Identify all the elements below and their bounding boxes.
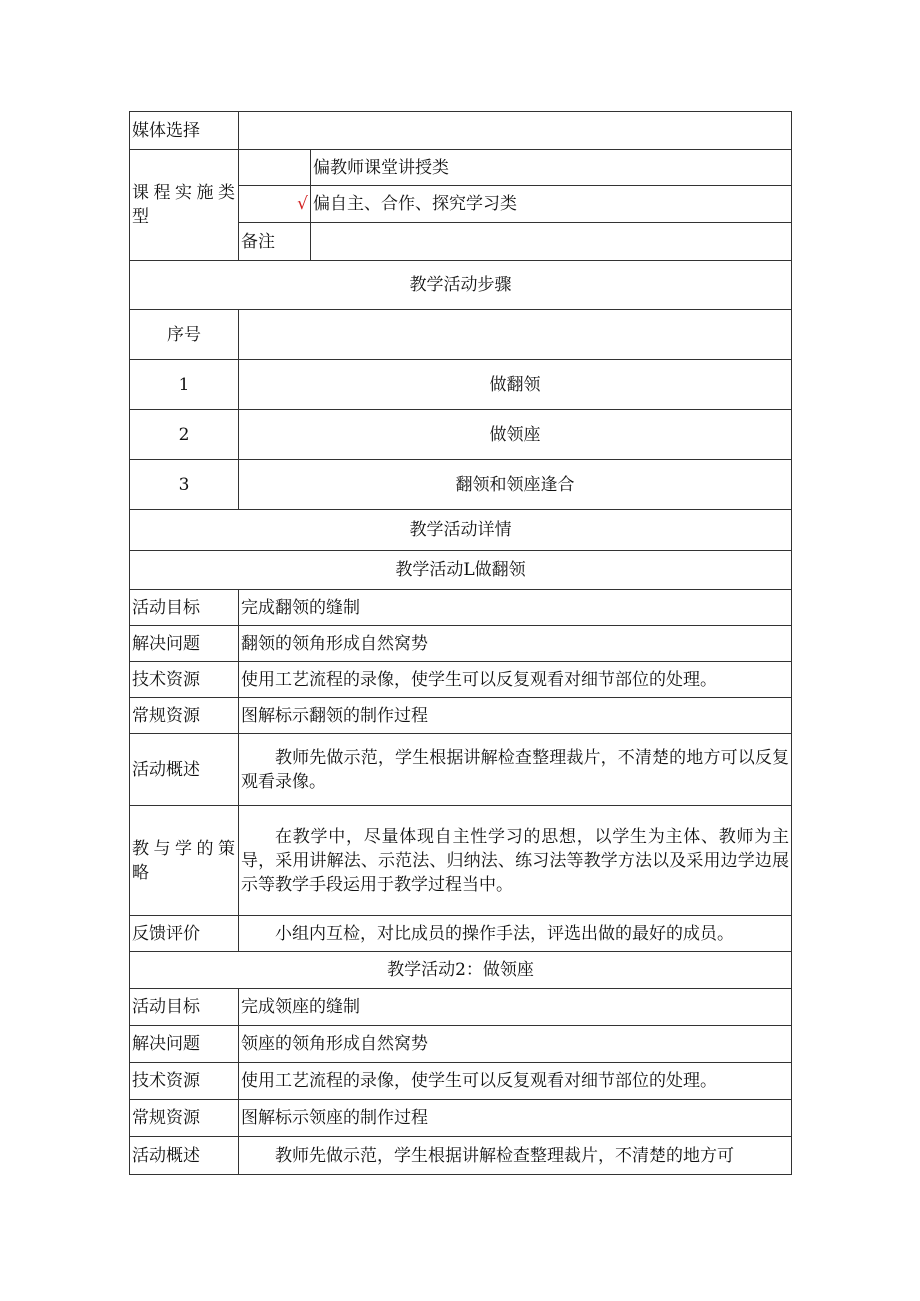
problem-value: 翻领的领角形成自然窝势 [239, 626, 792, 662]
course-type-row-1 [130, 150, 792, 186]
regular-value: 图解标示领座的制作过程 [239, 1100, 792, 1137]
overview-value: 教师先做示范，学生根据讲解检查整理裁片，不清楚的地方可以反复观看录像。 [239, 734, 792, 806]
remark-value [311, 223, 792, 261]
media-label: 媒体选择 [130, 112, 239, 150]
step-row [130, 360, 792, 410]
step-number: 3 [130, 460, 239, 510]
activity1-tech-row [130, 662, 792, 698]
step-row [130, 410, 792, 460]
goal-value: 完成领座的缝制 [239, 989, 792, 1026]
step-name: 翻领和领座逢合 [239, 460, 792, 510]
activity1-title: 教学活动L做翻领 [130, 551, 792, 590]
activity2-regular-row [130, 1100, 792, 1137]
tech-value: 使用工艺流程的录像，使学生可以反复观看对细节部位的处理。 [239, 1063, 792, 1100]
step-row [130, 460, 792, 510]
activity1-strategy-row [130, 806, 792, 916]
activity2-title-row [130, 952, 792, 989]
activity2-title: 教学活动2：做领座 [130, 952, 792, 989]
media-value [239, 112, 792, 150]
option1-text: 偏教师课堂讲授类 [311, 150, 792, 186]
overview-value: 教师先做示范，学生根据讲解检查整理裁片，不清楚的地方可 [239, 1137, 792, 1175]
goal-label: 活动目标 [130, 590, 239, 626]
feedback-value: 小组内互检，对比成员的操作手法，评选出做的最好的成员。 [239, 916, 792, 952]
problem-value: 领座的领角形成自然窝势 [239, 1026, 792, 1063]
activity1-regular-row [130, 698, 792, 734]
seq-header-row [130, 310, 792, 360]
overview-label: 活动概述 [130, 1137, 239, 1175]
step-name: 做翻领 [239, 360, 792, 410]
goal-label: 活动目标 [130, 989, 239, 1026]
activity1-goal-row [130, 590, 792, 626]
steps-header: 教学活动步骤 [130, 261, 792, 310]
strategy-value: 在教学中，尽量体现自主性学习的思想，以学生为主体、教师为主导，采用讲解法、示范法、归纳法、练习法等教学方法以及采用边学边展示等教学手段运用于教学过程当中。 [239, 806, 792, 916]
course-type-label: 课程实施类型 [130, 150, 239, 261]
overview-label: 活动概述 [130, 734, 239, 806]
lesson-plan-table [129, 111, 792, 1175]
step-number: 1 [130, 360, 239, 410]
option1-checkbox [239, 150, 311, 186]
remark-label: 备注 [239, 223, 311, 261]
activity1-title-row [130, 551, 792, 590]
seq-header-blank [239, 310, 792, 360]
steps-header-row [130, 261, 792, 310]
tech-label: 技术资源 [130, 1063, 239, 1100]
option2-check-mark: √ [239, 186, 311, 223]
goal-value: 完成翻领的缝制 [239, 590, 792, 626]
step-name: 做领座 [239, 410, 792, 460]
activity2-overview-row [130, 1137, 792, 1175]
option2-text: 偏自主、合作、探究学习类 [311, 186, 792, 223]
activity1-overview-row [130, 734, 792, 806]
seq-label: 序号 [130, 310, 239, 360]
activity1-problem-row [130, 626, 792, 662]
tech-label: 技术资源 [130, 662, 239, 698]
details-header: 教学活动详情 [130, 510, 792, 551]
step-number: 2 [130, 410, 239, 460]
problem-label: 解决问题 [130, 626, 239, 662]
activity2-goal-row [130, 989, 792, 1026]
details-header-row [130, 510, 792, 551]
activity2-problem-row [130, 1026, 792, 1063]
problem-label: 解决问题 [130, 1026, 239, 1063]
tech-value: 使用工艺流程的录像，使学生可以反复观看对细节部位的处理。 [239, 662, 792, 698]
strategy-label: 教与学的策略 [130, 806, 239, 916]
regular-label: 常规资源 [130, 1100, 239, 1137]
regular-label: 常规资源 [130, 698, 239, 734]
regular-value: 图解标示翻领的制作过程 [239, 698, 792, 734]
media-row [130, 112, 792, 150]
activity2-tech-row [130, 1063, 792, 1100]
feedback-label: 反馈评价 [130, 916, 239, 952]
activity1-feedback-row [130, 916, 792, 952]
